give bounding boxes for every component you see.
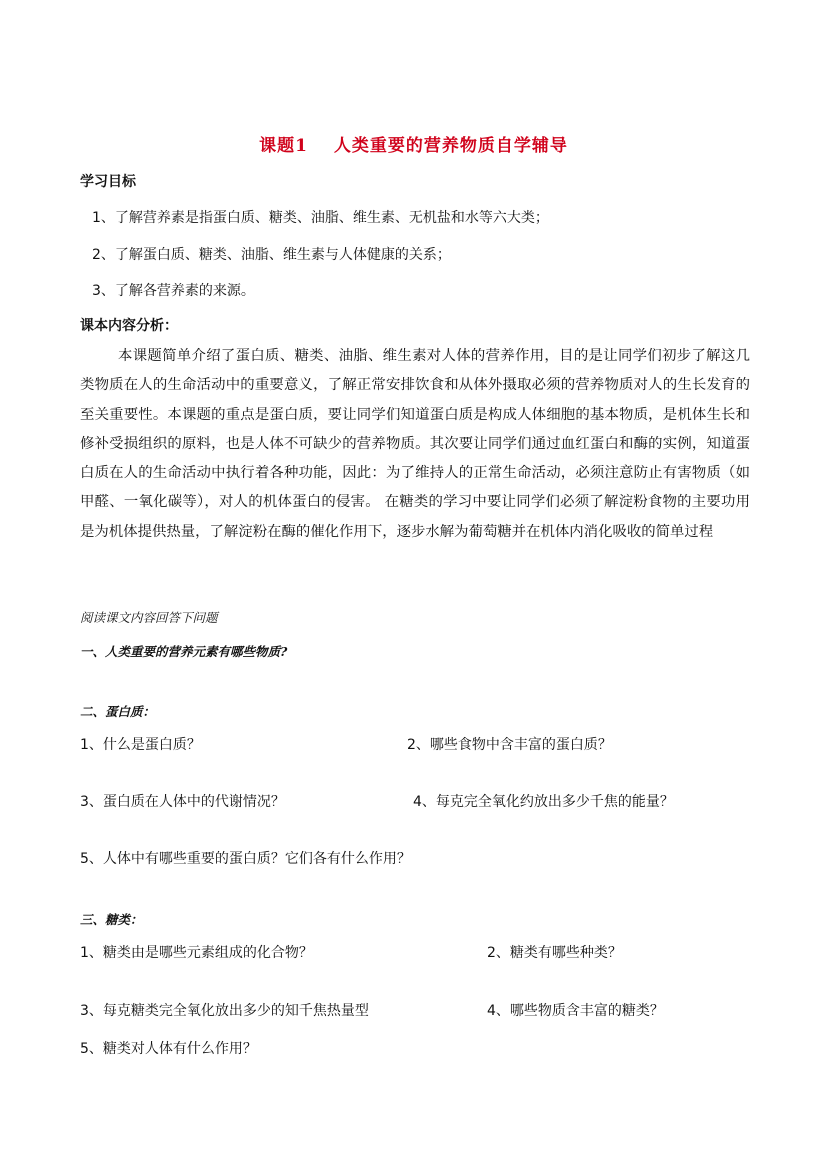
protein-question-3: 3、蛋白质在人体中的代谢情况？ — [80, 794, 285, 810]
sugar-question-2: 2、糖类有哪些种类？ — [487, 945, 622, 961]
section3-heading: 三、糖类： — [80, 912, 143, 927]
protein-question-4: 4、每克完全氧化约放出多少千焦的能量？ — [413, 794, 674, 810]
sugar-question-5: 5、糖类对人体有什么作用？ — [80, 1041, 257, 1057]
section2-heading: 二、蛋白质： — [80, 704, 156, 719]
analysis-text: 本课题简单介绍了蛋白质、糖类、油脂、维生素对人体的营养作用，目的是让同学们初步了解这几类物质在人的生命活动中的重要意义，了解正常安排饮食和从体外摄取必须的营养物质对人的生长发育的至关重要性。本课题的重点是蛋白质，要让同学们知道蛋白质是构成人体细胞的基本物质，是机体生长和修补受损组织的原料，也是人体不可缺少的营养物质。其次要让同学们通过血红蛋白和酶的实例，知道蛋白质在人的生命活动中执行着各种功能，因此：为了维持人的正常生命活动，必须注意防止有害物质（如甲醛、一氧化碳等），对人的机体蛋白的侵害。 在糖类的学习中要让同学们必须了解淀粉食物的主要功用是为机体提供热量，了解淀粉在酶的催化作用下，逐步水解为葡萄糖并在机体内消化吸收的简单过程 — [80, 348, 750, 540]
title-text: 人类重要的营养物质自学辅导 — [333, 136, 568, 156]
section1-heading: 一、人类重要的营养元素有哪些物质? — [80, 644, 288, 659]
page-title — [0, 131, 827, 156]
sugar-question-4: 4、哪些物质含丰富的糖类？ — [487, 1003, 664, 1019]
protein-question-1: 1、什么是蛋白质？ — [80, 737, 201, 753]
objective-item-2: 2、了解蛋白质、糖类、油脂、维生素与人体健康的关系； — [92, 247, 451, 263]
objectives-heading: 学习目标 — [80, 174, 136, 190]
title-number: 课题1 — [259, 136, 308, 156]
protein-question-2: 2、哪些食物中含丰富的蛋白质？ — [407, 737, 612, 753]
protein-question-5: 5、人体中有哪些重要的蛋白质？它们各有什么作用？ — [80, 851, 411, 867]
objective-item-3: 3、了解各营养素的来源。 — [92, 283, 255, 299]
objective-item-1: 1、了解营养素是指蛋白质、糖类、油脂、维生素、无机盐和水等六大类； — [92, 210, 549, 226]
analysis-paragraph — [80, 342, 750, 547]
instruction-text: 阅读课文内容回答下问题 — [80, 610, 218, 625]
sugar-question-1: 1、糖类由是哪些元素组成的化合物？ — [80, 945, 313, 961]
analysis-heading: 课本内容分析： — [80, 318, 178, 334]
sugar-question-3: 3、每克糖类完全氧化放出多少的知千焦热量型 — [80, 1003, 369, 1019]
